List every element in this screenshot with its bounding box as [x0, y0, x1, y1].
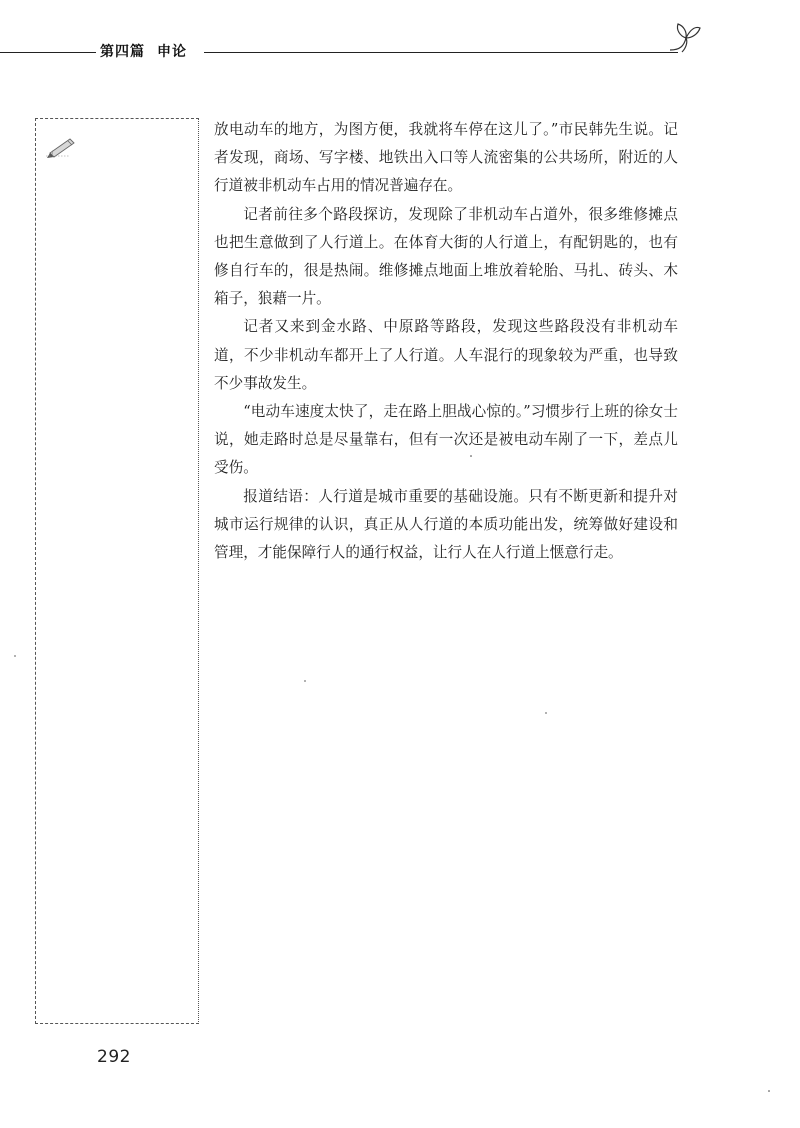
scan-speck: [768, 1090, 770, 1092]
header-section: 申论: [157, 44, 187, 60]
sprout-icon: [668, 20, 702, 56]
paragraph: 报道结语：人行道是城市重要的基础设施。只有不断更新和提升对城市运行规律的认识，真正从人行道的本质功能出发，统筹做好建设和管理，才能保障行人的通行权益，让行人在人行道上惬意行走。: [214, 487, 678, 562]
paragraph: 记者又来到金水路、中原路等路段，发现这些路段没有非机动车道，不少非机动车都开上了人行道。人车混行的现象较为严重，也导致不少事故发生。: [214, 318, 678, 392]
scan-speck: [14, 655, 16, 657]
header-rule-right: [204, 52, 678, 53]
article-body: [214, 116, 678, 567]
header-part: 第四篇: [100, 44, 145, 60]
scan-speck: [470, 455, 472, 457]
margin-notes-box: [35, 118, 199, 1024]
header-rule-left: [0, 52, 96, 53]
scan-speck: [304, 680, 306, 682]
running-header: [100, 42, 187, 62]
pencil-icon: [44, 135, 84, 159]
paragraph: “电动车速度太快了，走在路上胆战心惊的。”习惯步行上班的徐女士说，她走路时总是尽量靠右，但有一次还是被电动车剐了一下，差点儿受伤。: [214, 403, 678, 477]
paragraph: 放电动车的地方，为图方便，我就将车停在这儿了。”市民韩先生说。记者发现，商场、写字楼、地铁出入口等人流密集的公共场所，附近的人行道被非机动车占用的情况普遍存在。: [214, 121, 678, 195]
scan-speck: [545, 712, 547, 714]
page-number: 292: [97, 1047, 131, 1067]
paragraph: 记者前往多个路段探访，发现除了非机动车占道外，很多维修摊点也把生意做到了人行道上。在体育大街的人行道上，有配钥匙的，也有修自行车的，很是热闹。维修摊点地面上堆放着轮胎、马扎、砖头、木箱子，狼藉一片。: [214, 205, 678, 308]
